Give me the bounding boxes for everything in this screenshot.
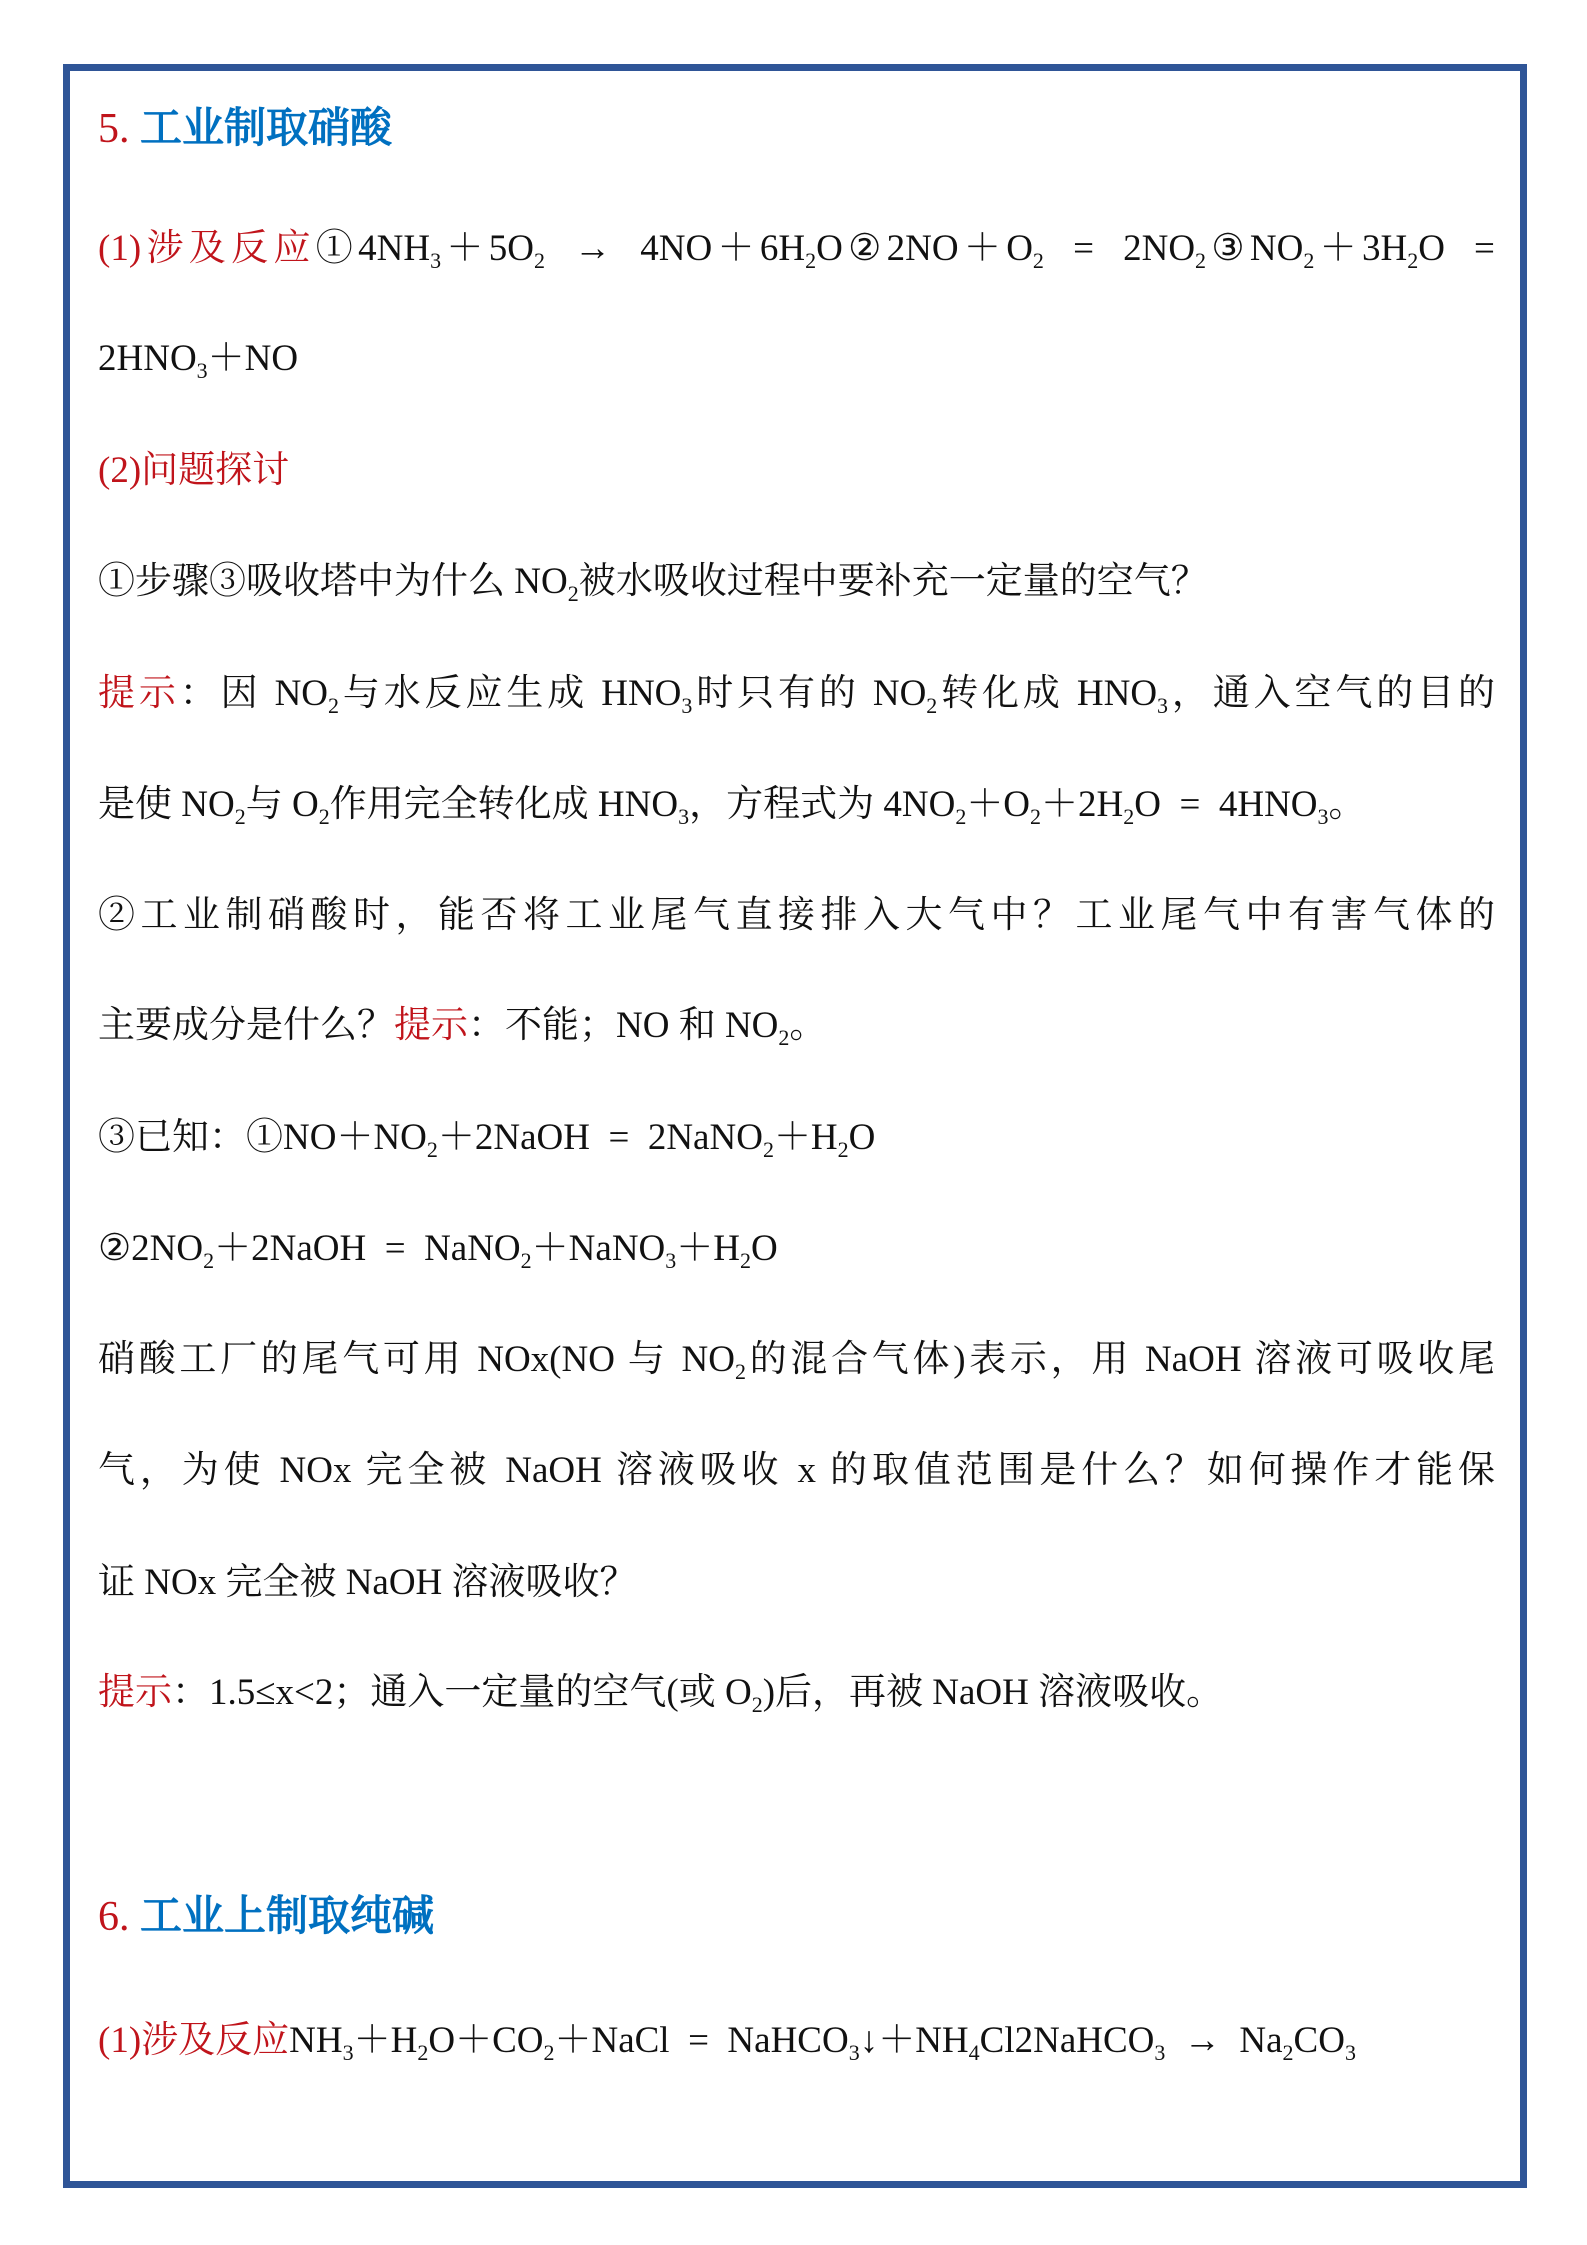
- highlight-label: 提示: [394, 1005, 468, 1046]
- text-segment: ＋2H: [1041, 784, 1124, 825]
- text-segment: = 2NO: [1043, 228, 1196, 269]
- subscript: 2: [955, 804, 967, 829]
- subscript: 2: [740, 1248, 751, 1273]
- heading-number: 6.: [98, 1894, 140, 1940]
- subscript: 2: [1303, 248, 1315, 273]
- text-segment: ：不能；NO 和 NO: [468, 1005, 779, 1046]
- highlight-label: 提示: [98, 673, 180, 714]
- text-line: [98, 334, 1495, 384]
- subscript: 2: [1032, 248, 1044, 273]
- text-line: [98, 780, 1495, 830]
- subscript: 2: [805, 248, 817, 273]
- text-segment: ＋O: [966, 784, 1031, 825]
- text-segment: ①步骤③吸收塔中为什么 NO: [98, 561, 568, 602]
- highlight-label: (1)涉及反应: [98, 228, 316, 269]
- heading-title: 工业制取硝酸: [140, 106, 393, 152]
- text-segment: 被水吸收过程中要补充一定量的空气？: [578, 561, 1208, 602]
- section-heading: [98, 104, 1495, 154]
- highlight-label: (2)问题探讨: [98, 450, 290, 491]
- text-segment: CO: [1293, 2020, 1345, 2061]
- text-segment: 硝酸工厂的尾气可用 NOx(NO 与 NO: [98, 1339, 735, 1380]
- text-segment: 与 O: [245, 784, 319, 825]
- text-segment: → 4NO＋6H: [544, 228, 806, 269]
- text-line: [98, 1446, 1495, 1496]
- subscript: 2: [426, 1137, 438, 1162]
- text-segment: 2HNO: [98, 338, 197, 379]
- subscript: 2: [203, 1248, 215, 1273]
- text-segment: 与水反应生成 HNO: [339, 673, 682, 714]
- subscript: 3: [342, 2040, 354, 2065]
- highlight-label: 提示: [98, 1672, 172, 1713]
- text-segment: ，通入空气的目的: [1168, 673, 1495, 714]
- subscript: 3: [1154, 2040, 1166, 2065]
- text-segment: O＋CO: [428, 2020, 544, 2061]
- text-segment: 的混合气体)表示，用 NaOH 溶液可吸收尾: [746, 1339, 1495, 1380]
- text-segment: ＋H: [676, 1228, 740, 1269]
- text-segment: ②2NO: [98, 1228, 204, 1269]
- text-line: [98, 1335, 1495, 1385]
- text-segment: ＋H: [773, 1117, 838, 1158]
- text-segment: 。: [1328, 784, 1366, 825]
- text-line: [98, 557, 1495, 607]
- subscript: 3: [1344, 2040, 1356, 2065]
- text-segment: Cl2NaHCO: [979, 2020, 1155, 2061]
- text-line: [98, 2016, 1495, 2066]
- section-heading: [98, 1892, 1495, 1942]
- text-line: [98, 1113, 1495, 1163]
- text-line: [98, 1001, 1495, 1051]
- subscript: 2: [543, 2040, 555, 2065]
- subscript: 3: [1157, 693, 1169, 718]
- text-segment: O: [751, 1228, 778, 1269]
- heading-number: 5.: [98, 106, 140, 152]
- subscript: 2: [1123, 804, 1135, 829]
- subscript: 2: [417, 2040, 429, 2065]
- subscript: 2: [762, 1137, 774, 1162]
- subscript: 2: [1195, 248, 1207, 273]
- text-segment: ＋5O: [441, 228, 534, 269]
- text-line: [98, 224, 1495, 274]
- text-segment: O =: [1418, 228, 1495, 269]
- text-segment: ③已知：①NO＋NO: [98, 1117, 427, 1158]
- highlight-label: (1)涉及反应: [98, 2020, 290, 2061]
- text-segment: ＋NaNO: [531, 1228, 666, 1269]
- subscript: 2: [567, 581, 579, 606]
- text-segment: → Na: [1165, 2020, 1283, 2061]
- subscript: 3: [196, 358, 208, 383]
- text-segment: 转化成 HNO: [937, 673, 1158, 714]
- subscript: 2: [533, 248, 545, 273]
- text-segment: 。: [789, 1005, 827, 1046]
- text-segment: ＋2NaOH = 2NaNO: [437, 1117, 763, 1158]
- text-segment: 气，为使 NOx 完全被 NaOH 溶液吸收 x 的取值范围是什么？如何操作才能保: [98, 1450, 1495, 1491]
- subscript: 2: [520, 1248, 532, 1273]
- text-line: [98, 1224, 1495, 1274]
- text-segment: 是使 NO: [98, 784, 235, 825]
- subscript: 2: [837, 1137, 849, 1162]
- text-line: [98, 1668, 1495, 1718]
- subscript: 2: [926, 693, 938, 718]
- text-segment: 主要成分是什么？: [98, 1005, 394, 1046]
- subscript: 2: [751, 1692, 763, 1717]
- subscript: 3: [1317, 804, 1329, 829]
- text-segment: 证 NOx 完全被 NaOH 溶液吸收？: [98, 1562, 637, 1603]
- text-segment: ＋3H: [1314, 228, 1408, 269]
- text-segment: ③NO: [1206, 228, 1304, 269]
- text-line: [98, 669, 1495, 719]
- text-segment: 作用完全转化成 HNO: [329, 784, 679, 825]
- text-line: [98, 446, 1495, 496]
- subscript: 2: [318, 804, 330, 829]
- heading-title: 工业上制取纯碱: [140, 1894, 435, 1940]
- text-segment: O②2NO＋O: [816, 228, 1033, 269]
- subscript: 2: [1282, 2040, 1294, 2065]
- text-segment: ＋H: [353, 2020, 418, 2061]
- text-segment: ＋2NaOH = NaNO: [214, 1228, 521, 1269]
- subscript: 3: [848, 2040, 860, 2065]
- subscript: 2: [328, 693, 340, 718]
- text-segment: ＋NO: [207, 338, 299, 379]
- text-segment: ：因 NO: [179, 673, 329, 714]
- subscript: 2: [1407, 248, 1419, 273]
- text-segment: ↓＋NH: [859, 2020, 969, 2061]
- text-line: [98, 891, 1495, 941]
- text-segment: )后，再被 NaOH 溶液吸收。: [762, 1672, 1224, 1713]
- subscript: 4: [968, 2040, 980, 2065]
- text-segment: ＋NaCl = NaHCO: [554, 2020, 849, 2061]
- text-segment: O: [848, 1117, 876, 1158]
- subscript: 3: [681, 693, 693, 718]
- text-segment: ：1.5≤x<2；通入一定量的空气(或 O: [172, 1672, 752, 1713]
- text-segment: 时只有的 NO: [692, 673, 927, 714]
- subscript: 3: [430, 248, 442, 273]
- text-segment: O = 4HNO: [1134, 784, 1318, 825]
- text-segment: NH: [289, 2020, 343, 2061]
- subscript: 2: [778, 1025, 790, 1050]
- subscript: 2: [234, 804, 246, 829]
- subscript: 2: [735, 1359, 746, 1384]
- subscript: 3: [678, 804, 690, 829]
- text-segment: ，方程式为 4NO: [689, 784, 956, 825]
- subscript: 2: [1030, 804, 1042, 829]
- text-segment: ①4NH: [315, 228, 431, 269]
- subscript: 3: [665, 1248, 677, 1273]
- text-line: [98, 1558, 1495, 1608]
- text-segment: ②工业制硝酸时，能否将工业尾气直接排入大气中？工业尾气中有害气体的: [98, 895, 1495, 936]
